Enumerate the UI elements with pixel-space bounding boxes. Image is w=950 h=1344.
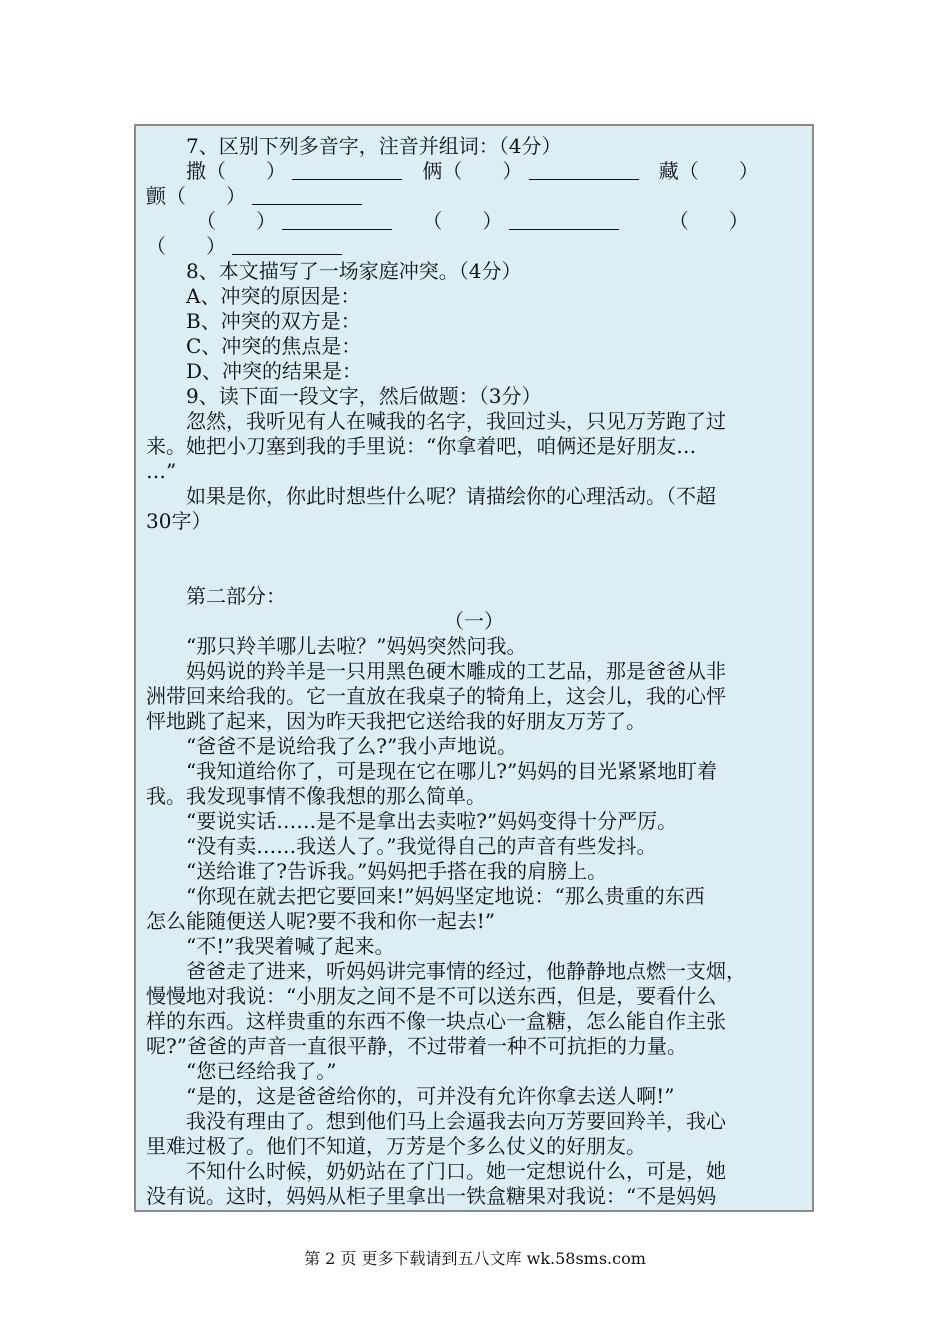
q8-title: 8、本文描写了一场家庭冲突。（4分） (186, 259, 522, 283)
q7-row1b: 颤（ ） (146, 184, 802, 209)
story-line: 里难过极了。他们不知道，万芳是个多么仗义的好朋友。 (146, 1134, 646, 1158)
story-line: “我知道给你了，可是现在它在哪儿?”妈妈的目光紧紧地盯着 (186, 759, 718, 783)
story-line: “没有卖……我送人了。”我觉得自己的声音有些发抖。 (186, 834, 657, 858)
answer-blank[interactable] (232, 236, 342, 255)
q8-item: A、冲突的原因是： (186, 284, 361, 308)
story-line: 怎么能随便送人呢?要不我和你一起去!” (146, 909, 495, 933)
story-line: 呢?”爸爸的声音一直很平静，不过带着一种不可抗拒的力量。 (146, 1034, 687, 1058)
q8-item: D、冲突的结果是： (186, 359, 363, 383)
story-line: 爸爸走了进来，听妈妈讲完事情的经过，他静静地点燃一支烟， (186, 959, 746, 983)
spacer (146, 534, 802, 559)
story-line: “爸爸不是说给我了么?”我小声地说。 (186, 734, 518, 758)
story-line: 没有说。这时，妈妈从柜子里拿出一铁盒糖果对我说：“不是妈妈 (146, 1184, 717, 1208)
q9-passage-line: 来。她把小刀塞到我的手里说：“你拿着吧，咱俩还是好朋友… (146, 434, 697, 458)
q8-item: C、冲突的焦点是： (186, 334, 362, 358)
answer-blank[interactable] (252, 186, 362, 205)
q9-passage-line: 忽然，我听见有人在喊我的名字，我回过头，只见万芳跑了过 (186, 409, 726, 433)
story-line: “你现在就去把它要回来!”妈妈坚定地说：“那么贵重的东西 (186, 884, 705, 908)
q7-title: 7、区别下列多音字，注音并组词：（4分） (186, 134, 562, 158)
part2-heading: 第二部分： (186, 584, 286, 608)
answer-blank[interactable] (292, 161, 402, 180)
story-line: 样的东西。这样贵重的东西不像一块点心一盒糖，怎么能自作主张 (146, 1009, 726, 1033)
q9-prompt-line: 如果是你，你此时想些什么呢？请描绘你的心理活动。（不超 (186, 484, 716, 508)
story-line: “您已经给我了。” (186, 1059, 337, 1083)
story-text (146, 634, 802, 1209)
page-footer: 第 2 页 更多下载请到五八文库 wk.58sms.com (304, 1249, 646, 1268)
story-line: “不!”我哭着喊了起来。 (186, 934, 395, 958)
story-line: 不知什么时候，奶奶站在了门口。她一定想说什么，可是，她 (186, 1159, 726, 1183)
story-line: 我。我发现事情不像我想的那么简单。 (146, 784, 486, 808)
story-line: 慢慢地对我说：“小朋友之间不是不可以送东西，但是，要看什么 (146, 984, 717, 1008)
q9-passage-line: …” (146, 459, 177, 483)
q9-title: 9、读下面一段文字，然后做题：（3分） (186, 384, 542, 408)
section-heading: （一） (444, 609, 504, 633)
spacer (146, 559, 802, 584)
content-box (134, 124, 814, 1212)
story-line: “送给谁了?告诉我。”妈妈把手搭在我的肩膀上。 (186, 859, 608, 883)
answer-blank[interactable] (529, 161, 639, 180)
answer-blank[interactable] (509, 211, 619, 230)
story-line: 怦地跳了起来，因为昨天我把它送给我的好朋友万芳了。 (146, 709, 646, 733)
q8-item: B、冲突的双方是： (186, 309, 361, 333)
q7-row1: 撒（ ） 俩（ ） 藏（ ） (186, 159, 759, 183)
q7-row2: （ ） （ ） （ ） (206, 209, 749, 233)
story-line: “那只羚羊哪儿去啦？”妈妈突然问我。 (186, 634, 527, 658)
story-line: “要说实话……是不是拿出去卖啦?”妈妈变得十分严厉。 (186, 809, 678, 833)
story-line: 妈妈说的羚羊是一只用黑色硬木雕成的工艺品，那是爸爸从非 (186, 659, 726, 683)
q7-row2b: （ ） (146, 234, 802, 259)
document-body (146, 134, 802, 1209)
story-line: “是的，这是爸爸给你的，可并没有允许你拿去送人啊!” (186, 1084, 675, 1108)
q9-prompt-line: 30字） (146, 509, 212, 533)
story-line: 洲带回来给我的。它一直放在我桌子的犄角上，这会儿，我的心怦 (146, 684, 726, 708)
answer-blank[interactable] (282, 211, 392, 230)
story-line: 我没有理由了。想到他们马上会逼我去向万芳要回羚羊，我心 (186, 1109, 726, 1133)
